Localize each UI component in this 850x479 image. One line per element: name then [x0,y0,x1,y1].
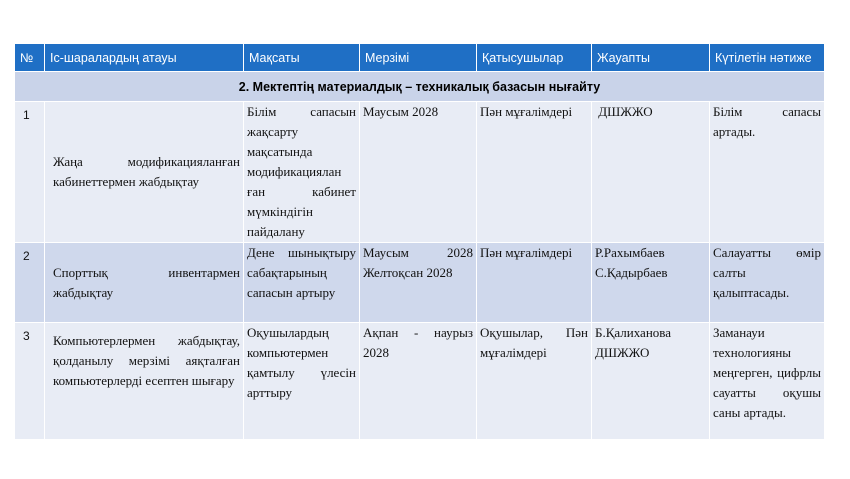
responsible-cell: Б.Қалиханова ДШЖЖО [592,323,710,440]
table-header-row [15,44,825,72]
table-row [15,102,825,243]
row-number: 1 [15,102,45,243]
col-expected-result-header: Күтілетін нәтиже [710,44,825,72]
plan-table [14,43,825,440]
term-cell: Маусым 2028 Желтоқсан 2028 [360,243,477,323]
event-name-cell: Спорттық инвентармен жабдықтау [45,243,244,323]
event-name-cell: Компьютерлермен жабдықтау, қолданылу мерзімі аяқталған компьютерлерді есептен шығару [45,323,244,440]
event-name-cell: Жаңа модификацияланған кабинеттермен жабдықтау [45,102,244,243]
section-title: 2. Мектептің материалдық – техникалық базасын нығайту [15,72,825,102]
col-term-header: Мерзімі [360,44,477,72]
row-number: 2 [15,243,45,323]
term-cell: Маусым 2028 [360,102,477,243]
responsible-cell: Р.Рахымбаев С.Қадырбаев [592,243,710,323]
goal-cell: Білім сапасын жақсарту мақсатында модификациялан ған кабинет мүмкіндігін пайдалану [244,102,360,243]
col-event-name-header: Іс-шаралардың атауы [45,44,244,72]
participants-cell: Пән мұғалімдері [477,243,592,323]
col-participants-header: Қатысушылар [477,44,592,72]
row-number: 3 [15,323,45,440]
term-cell: Ақпан - наурыз 2028 [360,323,477,440]
table-row [15,243,825,323]
expected-result-cell: Білім сапасы артады. [710,102,825,243]
expected-result-cell: Заманауи технологияны меңгерген, цифрлы сауатты оқушы саны артады. [710,323,825,440]
col-goal-header: Мақсаты [244,44,360,72]
participants-cell: Оқушылар, Пән мұғалімдері [477,323,592,440]
table-row [15,323,825,440]
col-responsible-header: Жауапты [592,44,710,72]
goal-cell: Оқушылардың компьютермен қамтылу үлесін арттыру [244,323,360,440]
responsible-cell: ДШЖЖО [592,102,710,243]
expected-result-cell: Салауатты өмір салты қалыптасады. [710,243,825,323]
goal-cell: Дене шынықтыру сабақтарының сапасын артыру [244,243,360,323]
section-row [15,72,825,102]
participants-cell: Пән мұғалімдері [477,102,592,243]
col-number-header: № [15,44,45,72]
